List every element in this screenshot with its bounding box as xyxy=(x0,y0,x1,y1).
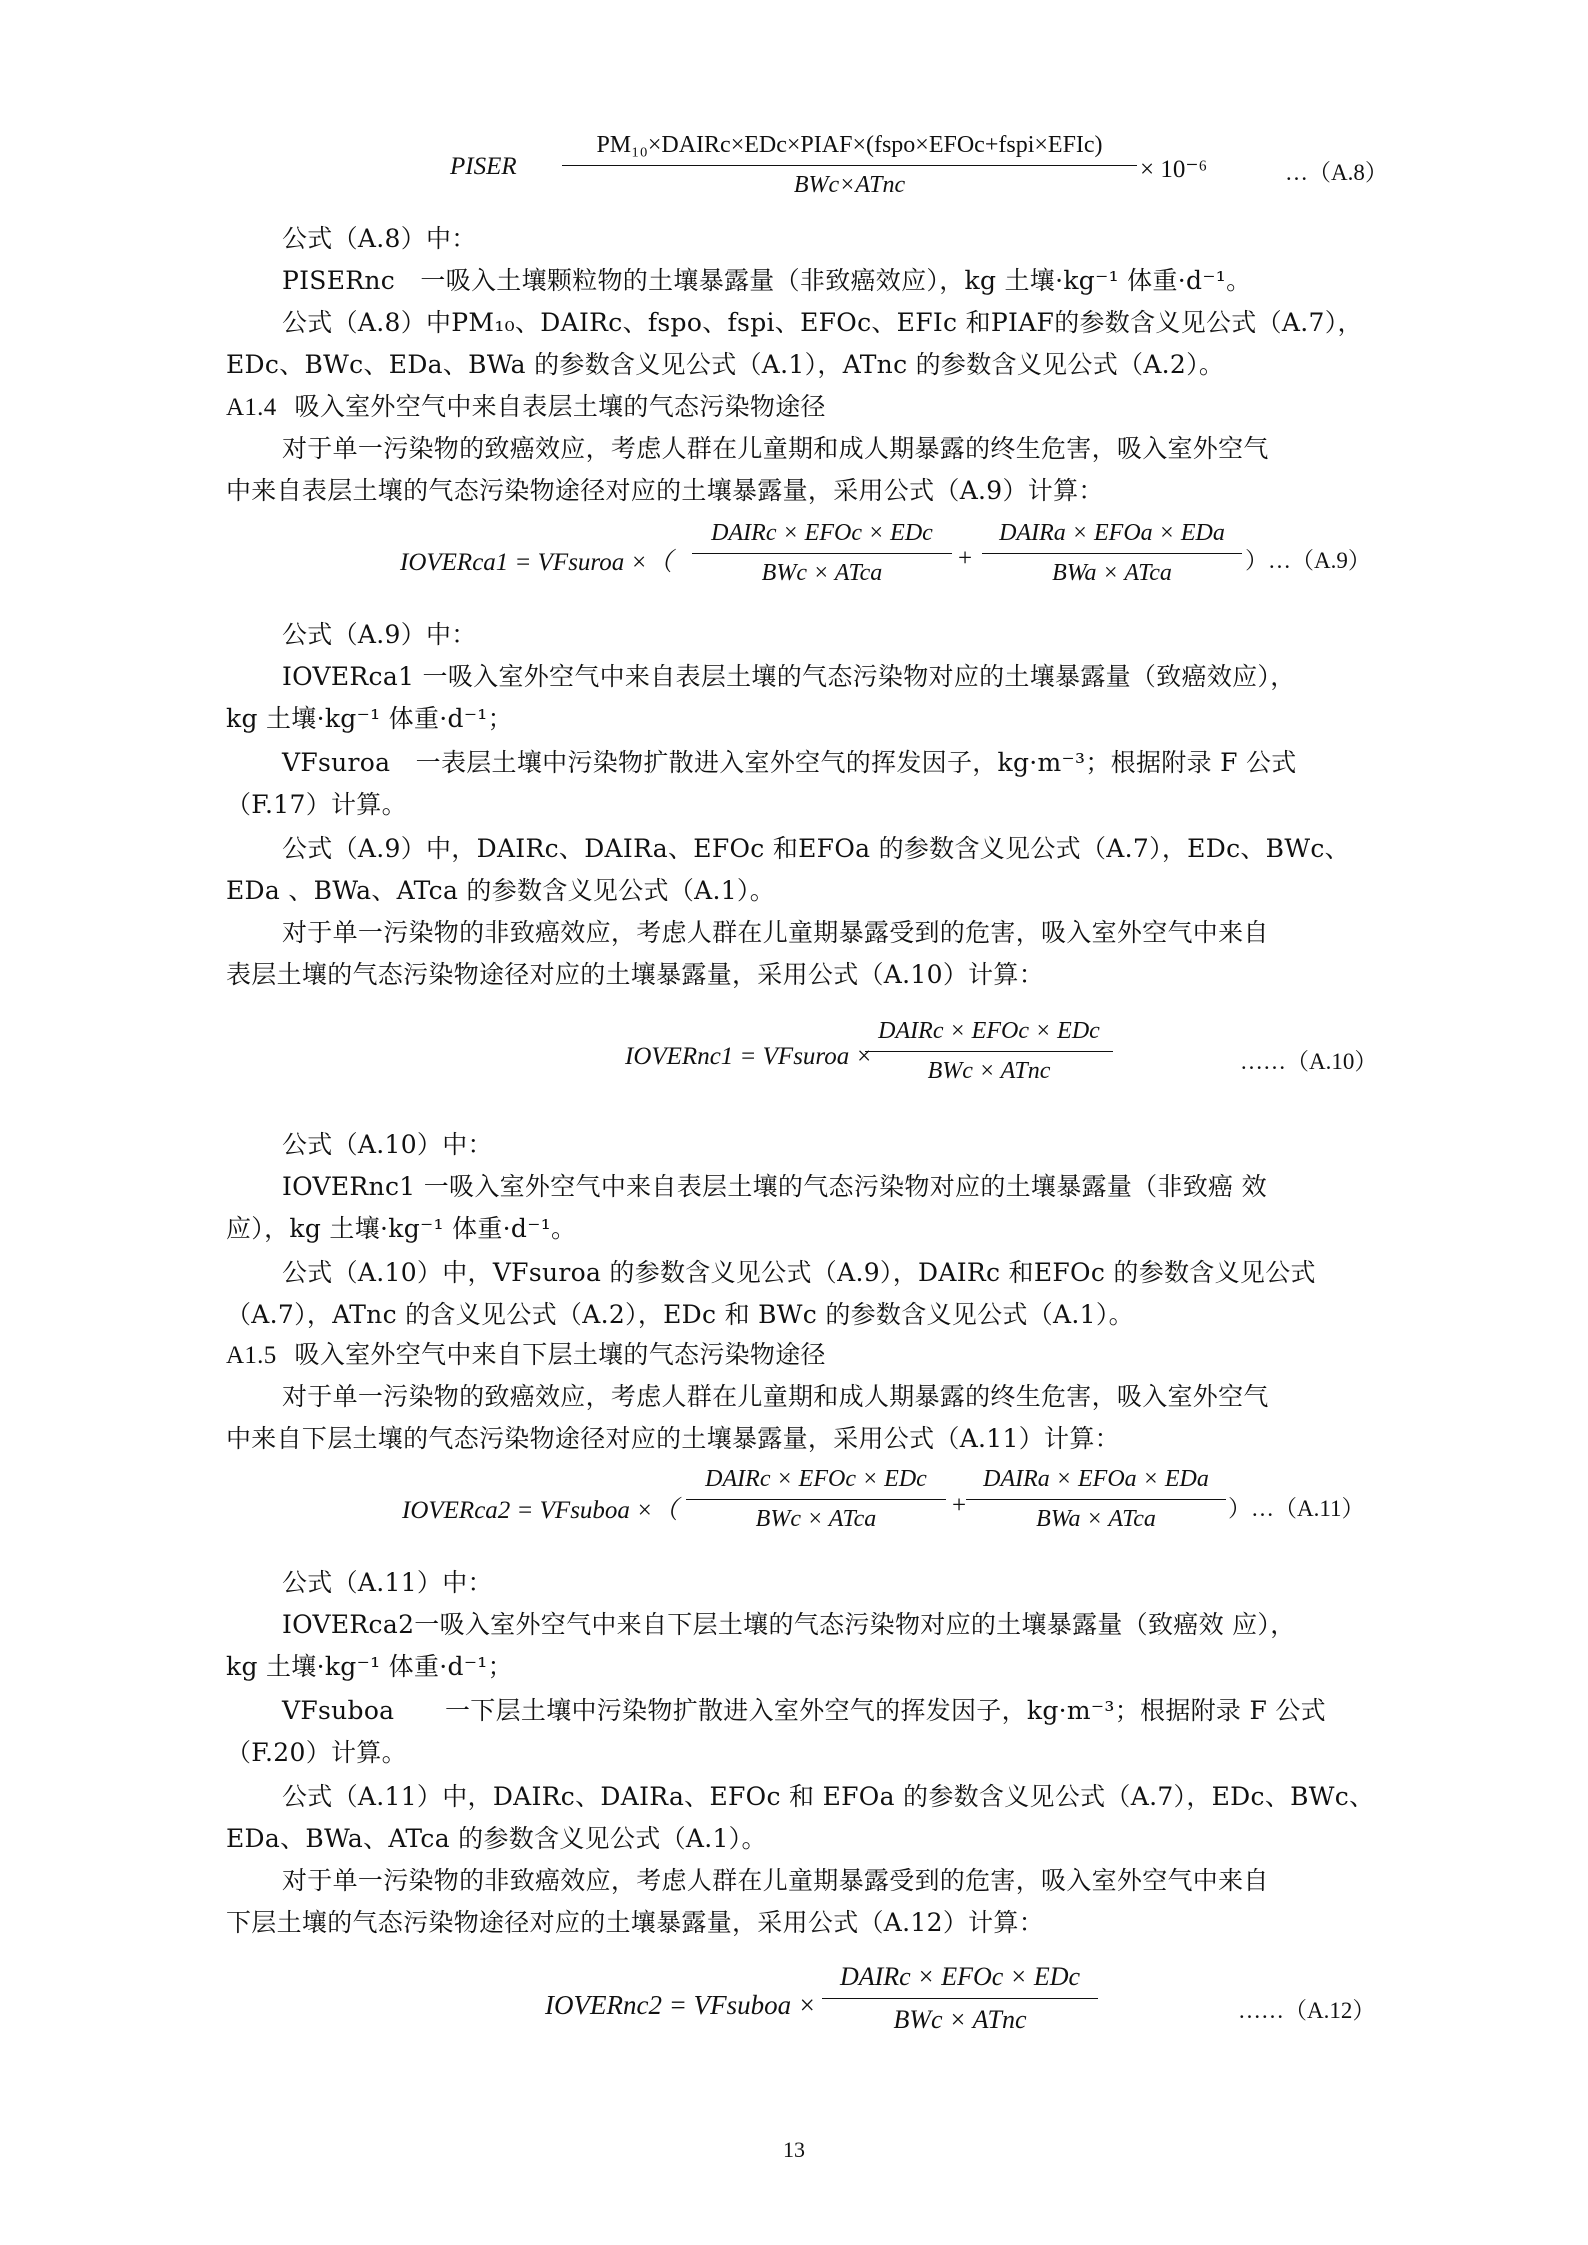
eq-a10-lhs: IOVERnc1 = VFsuroa × xyxy=(625,1043,873,1070)
eq-a11-fraction1 xyxy=(686,1466,946,1533)
eq-a10-fraction xyxy=(865,1018,1113,1085)
eq-a9-lhs: IOVERca1 = VFsuroa ×（ xyxy=(400,549,673,576)
a10-where: 公式（A.10）中： xyxy=(282,1130,493,1159)
a9-def2: VFsuroa 一表层土壤中污染物扩散进入室外空气的挥发因子，kg·m⁻³；根据附录 F 公式 xyxy=(282,748,1297,777)
eq-a11-num2: DAIRa × EFOa × EDa xyxy=(966,1466,1226,1500)
eq-a10-num: DAIRc × EFOc × EDc xyxy=(865,1018,1113,1052)
section-title: 吸入室外空气中来自表层土壤的气态污染物途径 xyxy=(294,392,826,421)
a12-para-line2: 下层土壤的气态污染物途径对应的土壤暴露量，采用公式（A.12）计算： xyxy=(226,1908,1045,1937)
eq-a11-lhs: IOVERca2 = VFsuboa ×（ xyxy=(402,1497,679,1524)
eq-a11-den1: BWc × ATca xyxy=(755,1506,877,1532)
eq-a12-num: DAIRc × EFOc × EDc xyxy=(822,1962,1098,1999)
a1-5-para-line1: 对于单一污染物的致癌效应，考虑人群在儿童期和成人期暴露的终生危害，吸入室外空气 xyxy=(282,1382,1269,1411)
eq-a8-tag: …（A.8） xyxy=(1285,160,1388,185)
section-title: 吸入室外空气中来自下层土壤的气态污染物途径 xyxy=(294,1340,826,1369)
a1-4-para-line1: 对于单一污染物的致癌效应，考虑人群在儿童期和成人期暴露的终生危害，吸入室外空气 xyxy=(282,434,1269,463)
section-heading-a1-5 xyxy=(226,1338,1406,1373)
a9-where: 公式（A.9）中： xyxy=(282,620,477,649)
eq-a8-numerator: PM₁₀×DAIRc×EDc×PIAF×(fspo×EFOc+fspi×EFIc) xyxy=(562,132,1137,166)
eq-a10-den: BWc × ATnc xyxy=(927,1058,1051,1084)
eq-a12-lhs: IOVERnc2 = VFsuboa × xyxy=(545,1990,817,2020)
section-heading-a1-4 xyxy=(226,390,1406,425)
a9-def2b: （F.17）计算。 xyxy=(226,790,407,819)
eq-a11-tag: ）…（A.11） xyxy=(1228,1496,1365,1521)
a9-def1: IOVERca1 一吸入室外空气中来自表层土壤的气态污染物对应的土壤暴露量（致癌效应）， xyxy=(282,662,1296,691)
a1-4-para-line2: 中来自表层土壤的气态污染物途径对应的土壤暴露量，采用公式（A.9）计算： xyxy=(226,476,1104,505)
eq-a8-fraction xyxy=(562,132,1137,199)
eq-a10-tag: ……（A.10） xyxy=(1240,1049,1378,1074)
a10-para-line2: 表层土壤的气态污染物途径对应的土壤暴露量，采用公式（A.10）计算： xyxy=(226,960,1045,989)
eq-a9-fraction2 xyxy=(982,520,1242,587)
eq-a9-den2: BWa × ATca xyxy=(1052,560,1172,586)
a9-def1b: kg 土壤·kg⁻¹ 体重·d⁻¹； xyxy=(226,704,513,733)
eq-a9-plus: + xyxy=(958,545,973,572)
a10-ref1: 公式（A.10）中，VFsuroa 的参数含义见公式（A.9），DAIRc 和EFOc 的参数含义见公式 xyxy=(282,1258,1316,1287)
eq-a9-num1: DAIRc × EFOc × EDc xyxy=(692,520,952,554)
eq-a9-tag: ）…（A.9） xyxy=(1245,548,1371,573)
eq-a12-den: BWc × ATnc xyxy=(893,2005,1027,2034)
section-number: A1.4 xyxy=(226,394,277,421)
a1-5-para-line2: 中来自下层土壤的气态污染物途径对应的土壤暴露量，采用公式（A.11）计算： xyxy=(226,1424,1120,1453)
eq-a11-fraction2 xyxy=(966,1466,1226,1533)
eq-a11-plus: + xyxy=(952,1492,967,1519)
eq-a11-num1: DAIRc × EFOc × EDc xyxy=(686,1466,946,1500)
a9-ref1: 公式（A.9）中，DAIRc、DAIRa、EFOc 和EFOa 的参数含义见公式（A.7），EDc、BWc、 xyxy=(282,834,1350,863)
eq-a9-den1: BWc × ATca xyxy=(761,560,883,586)
section-number: A1.5 xyxy=(226,1342,277,1369)
eq-a12-fraction xyxy=(822,1962,1098,2035)
page-number: 13 xyxy=(783,2137,805,2162)
a8-reference-line1: 公式（A.8）中PM₁₀、DAIRc、fspo、fspi、EFOc、EFIc 和PIAF的参数含义见公式（A.7）， xyxy=(282,308,1363,337)
eq-a9-num2: DAIRa × EFOa × EDa xyxy=(982,520,1242,554)
eq-a8-denominator: BWc×ATnc xyxy=(793,172,906,198)
eq-a11-den2: BWa × ATca xyxy=(1036,1506,1156,1532)
a10-para-line1: 对于单一污染物的非致癌效应，考虑人群在儿童期暴露受到的危害，吸入室外空气中来自 xyxy=(282,918,1269,947)
a10-defb: 应），kg 土壤·kg⁻¹ 体重·d⁻¹。 xyxy=(226,1214,577,1243)
a10-def: IOVERnc1 一吸入室外空气中来自表层土壤的气态污染物对应的土壤暴露量（非致癌 效 xyxy=(282,1172,1267,1201)
eq-a9-fraction1 xyxy=(692,520,952,587)
a8-reference-line2: EDc、BWc、EDa、BWa 的参数含义见公式（A.1），ATnc 的参数含义见公式（A.2）。 xyxy=(226,350,1225,379)
a8-definition: PISERnc 一吸入土壤颗粒物的土壤暴露量（非致癌效应），kg 土壤·kg⁻¹ 体重·d⁻¹。 xyxy=(282,266,1252,295)
a12-para-line1: 对于单一污染物的非致癌效应，考虑人群在儿童期暴露受到的危害，吸入室外空气中来自 xyxy=(282,1866,1269,1895)
a11-ref2: EDa、BWa、ATca 的参数含义见公式（A.1）。 xyxy=(226,1824,767,1853)
a11-def1b: kg 土壤·kg⁻¹ 体重·d⁻¹； xyxy=(226,1652,513,1681)
a11-ref1: 公式（A.11）中，DAIRc、DAIRa、EFOc 和 EFOa 的参数含义见公式（A.7），EDc、BWc、 xyxy=(282,1782,1375,1811)
a8-where: 公式（A.8）中： xyxy=(282,224,477,253)
eq-a8-lhs: PISER xyxy=(450,153,517,180)
a11-def1: IOVERca2一吸入室外空气中来自下层土壤的气态污染物对应的土壤暴露量（致癌效 应）， xyxy=(282,1610,1296,1639)
a11-where: 公式（A.11）中： xyxy=(282,1568,493,1597)
a9-ref2: EDa 、BWa、ATca 的参数含义见公式（A.1）。 xyxy=(226,876,776,905)
a11-def2b: （F.20）计算。 xyxy=(226,1738,407,1767)
eq-a8-tail: × 10⁻⁶ xyxy=(1140,156,1208,183)
eq-a12-tag: ……（A.12） xyxy=(1238,1998,1376,2023)
a11-def2: VFsuboa 一下层土壤中污染物扩散进入室外空气的挥发因子，kg·m⁻³；根据附录 F 公式 xyxy=(282,1696,1326,1725)
a10-ref2: （A.7），ATnc 的含义见公式（A.2），EDc 和 BWc 的参数含义见公式（A.1）。 xyxy=(226,1300,1134,1329)
